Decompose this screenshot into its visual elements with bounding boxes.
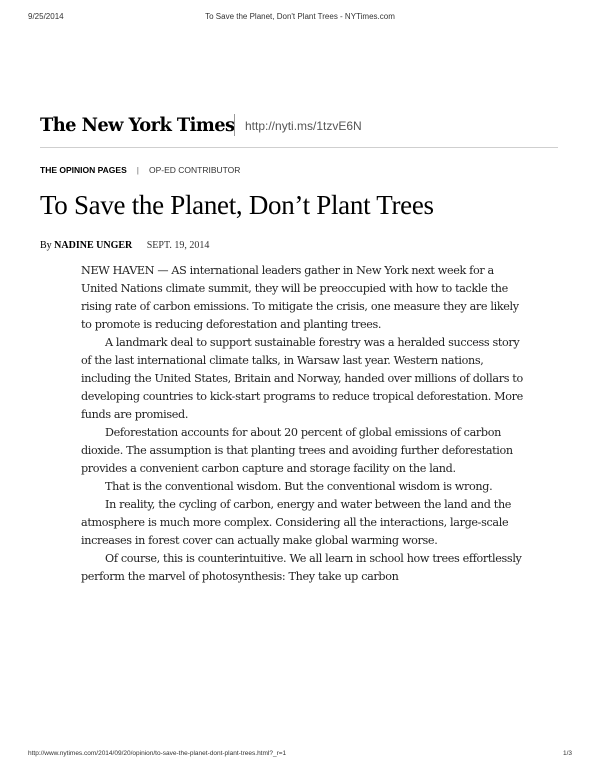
masthead [40, 114, 558, 138]
top-rule [40, 147, 558, 148]
paragraph: In reality, the cycling of carbon, energy and water between the land and the atmosphere is much more complex. Considering all the interactions, large-scale increases in forest cover can actually make global warming worse. [81, 498, 512, 547]
section-label [40, 165, 240, 175]
paragraph: Deforestation accounts for about 20 percent of global emissions of carbon dioxide. The assumption is that planting trees and avoiding further deforestation provides a convenient carbon capture and storage facility on the land. [81, 426, 513, 475]
nyt-logo[interactable]: The New York Times [40, 114, 235, 136]
byline-date: SEPT. 19, 2014 [146, 240, 210, 251]
print-date: 9/25/2014 [28, 12, 64, 21]
masthead-divider [234, 114, 235, 136]
paragraph: That is the conventional wisdom. But the conventional wisdom is wrong. [105, 480, 493, 493]
paragraph: Of course, this is counterintuitive. We all learn in school how trees effortlessly perform the marvel of photosynthesis: They take up carbon [81, 552, 522, 583]
print-title: To Save the Planet, Don't Plant Trees - NYTimes.com [205, 12, 395, 21]
paragraph: NEW HAVEN — AS international leaders gather in New York next week for a United Nations climate summit, they will be preoccupied with how to tackle the rising rate of carbon emissions. To mitigate the crisis, one measure they are likely to promote is reducing deforestation and planting trees. [81, 264, 519, 331]
section-opinion-link[interactable]: THE OPINION PAGES [40, 165, 127, 175]
byline [40, 240, 209, 251]
footer-url: http://www.nytimes.com/2014/09/20/opinion/to-save-the-planet-dont-plant-trees.html?_r=1 [28, 750, 287, 757]
headline: To Save the Planet, Don’t Plant Trees [40, 190, 434, 220]
section-separator: | [136, 165, 139, 175]
section-subsection: OP-ED CONTRIBUTOR [148, 165, 241, 175]
article-body [81, 262, 526, 586]
paragraph: A landmark deal to support sustainable forestry was a heralded success story of the last international climate talks, in Warsaw last year. Western nations, including the United States, Britain and Norway, handed over millions of dollars to developing countries to kick-start programs to reduce tropical deforestation. More funds are promised. [81, 336, 523, 421]
byline-prefix: By [40, 240, 52, 251]
short-url-link[interactable]: http://nyti.ms/1tzvE6N [245, 119, 362, 133]
print-footer [28, 750, 572, 760]
page-number: 1/3 [562, 750, 572, 757]
byline-author[interactable]: NADINE UNGER [54, 240, 133, 251]
